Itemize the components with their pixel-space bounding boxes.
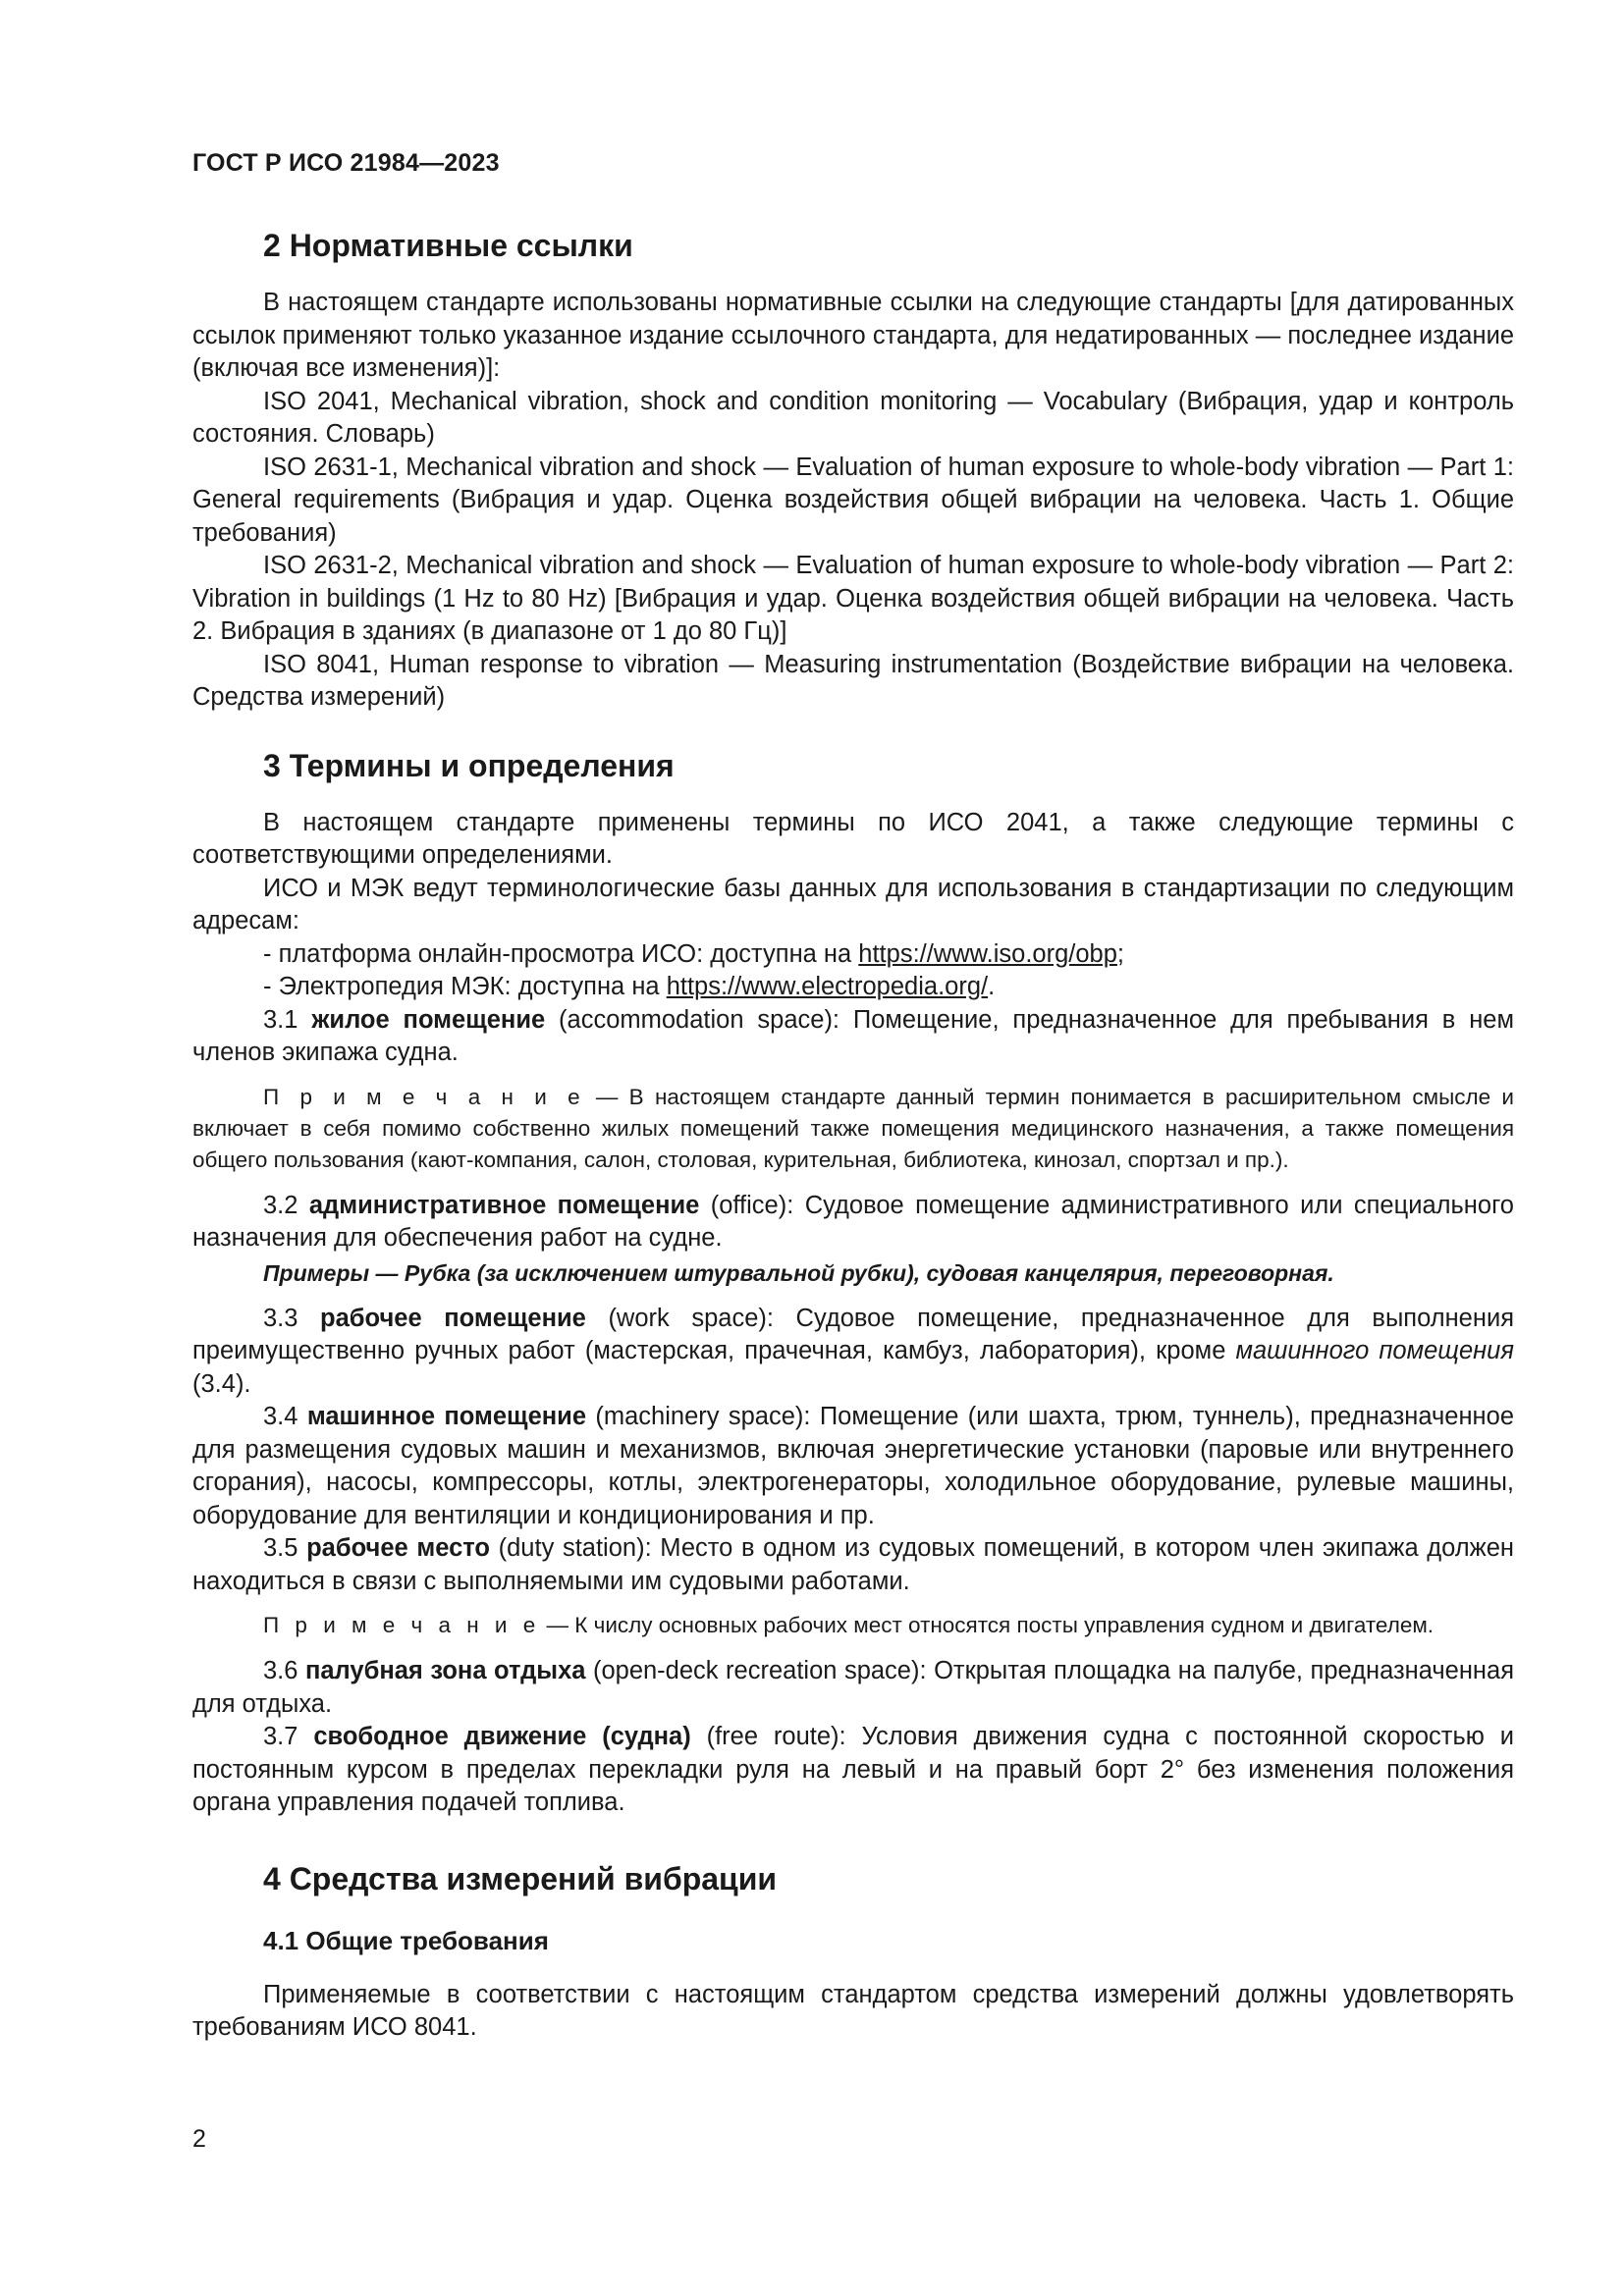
term-name: рабочее место [306, 1534, 490, 1562]
term-definition: (accommodation space): Помещение, предназначенное для пребывания в нем членов экипажа судна. [192, 1005, 1514, 1066]
section-3-intro: В настоящем стандарте применены термины по ИСО 2041, а также следующие термины с соответствующими определениями. [192, 808, 1514, 869]
page-content [192, 218, 1514, 2045]
example-3-2: Примеры — Рубка (за исключением штурвальной рубки), судовая канцелярия, переговорная. [263, 1259, 1334, 1286]
document-id-header: ГОСТ Р ИСО 21984—2023 [192, 149, 500, 177]
note-label: П р и м е ч а н и е [263, 1613, 541, 1637]
term-name: административное помещение [308, 1191, 700, 1219]
term-definition: (open-deck recreation space): Открытая площадка на палубе, предназначенная для отдыха. [192, 1657, 1514, 1718]
term-3-7 [192, 1721, 1514, 1820]
term-definition: (machinery space): Помещение (или шахта, трюм, туннель), предназначенное для размещения судовых машин и механизмов, включая энергетические установки (паровые или внутреннего сгорания), насосы, компрессоры, котлы, электрогенераторы, холодильное оборудование, рулевые машины, оборудование для вентиляции и кондиционирования и пр. [192, 1403, 1514, 1529]
list-item-text: - Электропедия МЭК: доступна на [263, 973, 667, 1000]
term-number: 3.5 [263, 1534, 307, 1562]
section-normative-references [192, 226, 1514, 715]
term-name: палубная зона отдыха [304, 1657, 586, 1684]
term-name: рабочее помещение [320, 1304, 586, 1332]
term-definition: (office): Судовое помещение административного или специального назначения для обеспечения работ на судне. [192, 1191, 1514, 1252]
subsection-4-1-heading: 4.1 Общие требования [263, 1925, 549, 1955]
note-3-5 [192, 1610, 1514, 1641]
term-number: 3.1 [263, 1005, 312, 1034]
page-number: 2 [192, 2125, 206, 2153]
section-2-heading: 2 Нормативные ссылки [263, 228, 633, 263]
iso-obp-link[interactable]: https://www.iso.org/obp [858, 939, 1117, 968]
list-item-electropedia [192, 971, 1514, 1004]
term-name: жилое помещение [311, 1005, 546, 1034]
reference-iso-2631-2: ISO 2631-2, Mechanical vibration and shock — Evaluation of human exposure to whole-body vibration — Part 2: Vibration in buildings (1 Hz to 80 Hz) [Вибрация и удар. Оценка воздействия общей вибрации на человека. Часть 2. Вибрация в зданиях (в диапазоне от 1 до 80 Гц)] [192, 552, 1514, 645]
note-text: — В настоящем стандарте данный термин понимается в расширительном смысле и включает в себя помимо собственно жилых помещений также помещения медицинского назначения, а также помещения общего пользования (кают-компания, салон, столовая, курительная, библиотека, кинозал, спортзал и пр.). [192, 1084, 1514, 1172]
note-text: — К числу основных рабочих мест относятся посты управления судном и двигателем. [540, 1613, 1435, 1637]
term-definition: (free route): Условия движения судна с постоянной скоростью и постоянным курсом в пределах перекладки руля на левый и на правый борт 2° без изменения положения органа управления подачей топлива. [192, 1723, 1514, 1816]
section-2-intro: В настоящем стандарте использованы нормативные ссылки на следующие стандарты [для датированных ссылок применяют только указанное издание ссылочного стандарта, для недатированных — последнее издание (включая все изменения)]: [192, 289, 1514, 382]
term-definition: (work space): Судовое помещение, предназначенное для выполнения преимущественно ручных работ (мастерская, прачечная, камбуз, лаборатория), кроме [192, 1304, 1514, 1364]
terminology-databases-intro: ИСО и МЭК ведут терминологические базы данных для использования в стандартизации по следующим адресам: [192, 874, 1514, 934]
term-3-4 [192, 1401, 1514, 1532]
term-number: 3.6 [263, 1657, 305, 1684]
section-measuring-instruments [192, 1859, 1514, 2045]
subsection-4-1-text: Применяемые в соответствии с настоящим стандартом средства измерений должны удовлетворять требованиям ИСО 8041. [192, 1980, 1514, 2041]
term-cross-reference: машинного помещения [1235, 1337, 1514, 1364]
term-3-1 [192, 1004, 1514, 1070]
term-3-5 [192, 1532, 1514, 1598]
section-4-heading: 4 Средства измерений вибрации [263, 1860, 778, 1896]
reference-iso-8041: ISO 8041, Human response to vibration — Measuring instrumentation (Воздействие вибрации на человека. Средства измерений) [192, 650, 1514, 711]
note-3-1 [192, 1082, 1514, 1176]
term-number: 3.3 [263, 1304, 321, 1332]
term-number: 3.7 [263, 1723, 314, 1750]
term-number: 3.4 [263, 1403, 307, 1430]
section-3-heading: 3 Термины и определения [263, 747, 675, 783]
term-definition-end: (3.4). [192, 1369, 251, 1398]
term-definition: (duty station): Место в одном из судовых помещений, в котором член экипажа должен находиться в связи с выполняемыми им судовыми работами. [192, 1534, 1514, 1595]
term-3-3 [192, 1303, 1514, 1402]
term-3-2 [192, 1190, 1514, 1255]
term-name: свободное движение (судна) [313, 1723, 691, 1750]
term-name: машинное помещение [306, 1403, 587, 1430]
list-item-text: - платформа онлайн-просмотра ИСО: доступна на [263, 939, 859, 968]
section-terms-definitions [192, 746, 1514, 1820]
term-3-6 [192, 1655, 1514, 1721]
reference-iso-2631-1: ISO 2631-1, Mechanical vibration and shock — Evaluation of human exposure to whole-body vibration — Part 1: General requirements (Вибрация и удар. Оценка воздействия общей вибрации на человека. Часть 1. Общие требования) [192, 453, 1514, 547]
list-item-punct: ; [1116, 939, 1125, 968]
electropedia-link[interactable]: https://www.electropedia.org/ [666, 973, 989, 1000]
list-item-punct: . [988, 973, 996, 1000]
reference-iso-2041: ISO 2041, Mechanical vibration, shock and condition monitoring — Vocabulary (Вибрация, удар и контроль состояния. Словарь) [192, 387, 1514, 448]
term-number: 3.2 [263, 1191, 309, 1219]
list-item-iso-obp [192, 938, 1514, 972]
note-label: П р и м е ч а н и е [263, 1084, 585, 1109]
